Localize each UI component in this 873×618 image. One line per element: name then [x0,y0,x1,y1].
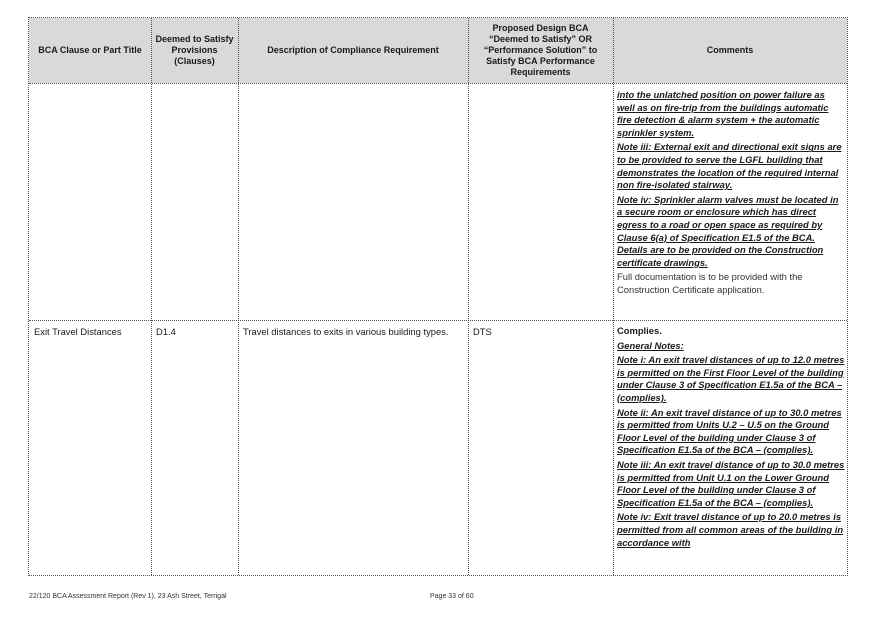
row2-description: Travel distances to exits in various building types. [243,326,449,337]
row2-note-i: Note i: An exit travel distances of up to 12.0 metres is permitted on the First Floor Level of the building under Clause 3 of Specification E1.5a of the BCA – (complies). [617,354,845,403]
header-comments: Comments [706,45,754,55]
footer-report-title: 22/120 BCA Assessment Report (Rev 1), 23 Ash Street, Terrigal [29,593,227,600]
row2-note-ii: Note ii: An exit travel distance of up to 30.0 metres is permitted from Units U.2 – U.5 on the Ground Floor Level of the building under Clause 3 of Specification E1.5a of the BCA – (complies). [617,406,842,456]
column-divider [238,18,239,575]
row2-design: DTS [473,326,492,337]
row-divider [29,83,847,84]
row1-note-iv: Note iv: Sprinkler alarm valves must be located in a secure room or enclosure which has direct egress to a road or open space as required by Clause 6(a) of Specification E1.5 of the BCA. Details are to be provided on the Construction certificate drawings. [617,193,839,268]
row1-comment-continued: into the unlatched position on power failure as well as on fire-trip from the buildings automatic fire detection & alarm system + the automatic sprinkler system. [617,89,829,138]
column-divider [151,18,152,575]
header-proposed-design: Proposed Design BCA “Deemed to Satisfy” OR “Performance Solution” to Satisfy BCA Performance Requirements [483,23,598,77]
row-divider [29,320,847,321]
header-dts-provisions: Deemed to Satisfy Provisions (Clauses) [155,34,234,66]
row2-title: Exit Travel Distances [34,326,122,337]
header-description: Description of Compliance Requirement [267,45,439,55]
footer-page-number: Page 33 of 60 [430,593,474,600]
row2-status: Complies. [617,325,662,336]
row1-comments [617,89,845,297]
row2-note-iii: Note iii: An exit travel distance of up to 30.0 metres is permitted from Unit U.1 on the Lower Ground Floor Level of the building under Clause 3 of Specification E1.5a of the BCA – (complies). [617,458,845,508]
header-clause-title: BCA Clause or Part Title [38,45,142,55]
column-divider [468,18,469,575]
row1-final-note: Full documentation is to be provided with the Construction Certificate application. [617,271,803,295]
compliance-table [28,17,848,576]
row2-clause: D1.4 [156,326,176,337]
row2-note-iv: Note iv: Exit travel distance of up to 20.0 metres is permitted from all common areas of the building in accordance with [617,511,844,548]
row2-comments [617,325,845,549]
column-divider [613,18,614,575]
row2-general-notes: General Notes: [617,339,684,351]
row1-note-iii: Note iii: External exit and directional exit signs are to be provided to serve the LGFL building that demonstrates the location of the required internal non fire-isolated stairway. [617,141,842,191]
